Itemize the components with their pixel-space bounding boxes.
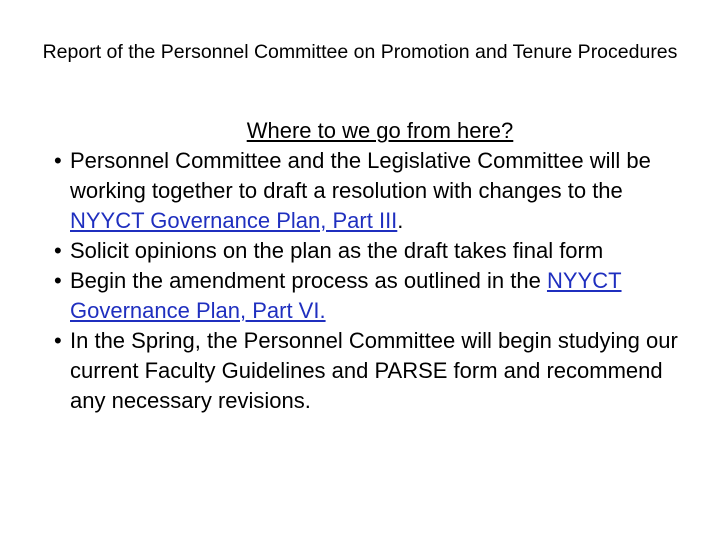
bullet-text-end: . — [397, 208, 404, 233]
bullet-item-amendment — [54, 266, 694, 326]
bullet-dot-icon: • — [54, 328, 62, 353]
section-subheading: Where to we go from here? — [246, 118, 514, 143]
bullet-item-spring-review — [54, 326, 694, 416]
bullet-list — [54, 146, 694, 416]
governance-plan-part-vi-link[interactable]: NYYCT Governance Plan, Part VI. — [70, 268, 622, 323]
bullet-text: Begin the amendment process as outlined in the — [70, 268, 547, 293]
bullet-dot-icon: • — [54, 268, 62, 293]
bullet-text: Solicit opinions on the plan as the draft takes final form — [70, 238, 604, 263]
bullet-text: In the Spring, the Personnel Committee will begin studying our current Faculty Guidelines and PARSE form and recommend any necessary revisions. — [70, 328, 678, 413]
governance-plan-part-iii-link[interactable]: NYYCT Governance Plan, Part III — [70, 208, 398, 233]
bullet-dot-icon: • — [54, 148, 62, 173]
bullet-item-collaboration — [54, 146, 694, 236]
slide-title: Report of the Personnel Committee on Promotion and Tenure Procedures — [42, 41, 678, 63]
bullet-dot-icon: • — [54, 238, 62, 263]
bullet-text: Personnel Committee and the Legislative Committee will be working together to draft a resolution with changes to the — [70, 148, 651, 203]
bullet-item-solicit-opinions — [54, 236, 694, 266]
slide-content — [54, 116, 694, 416]
